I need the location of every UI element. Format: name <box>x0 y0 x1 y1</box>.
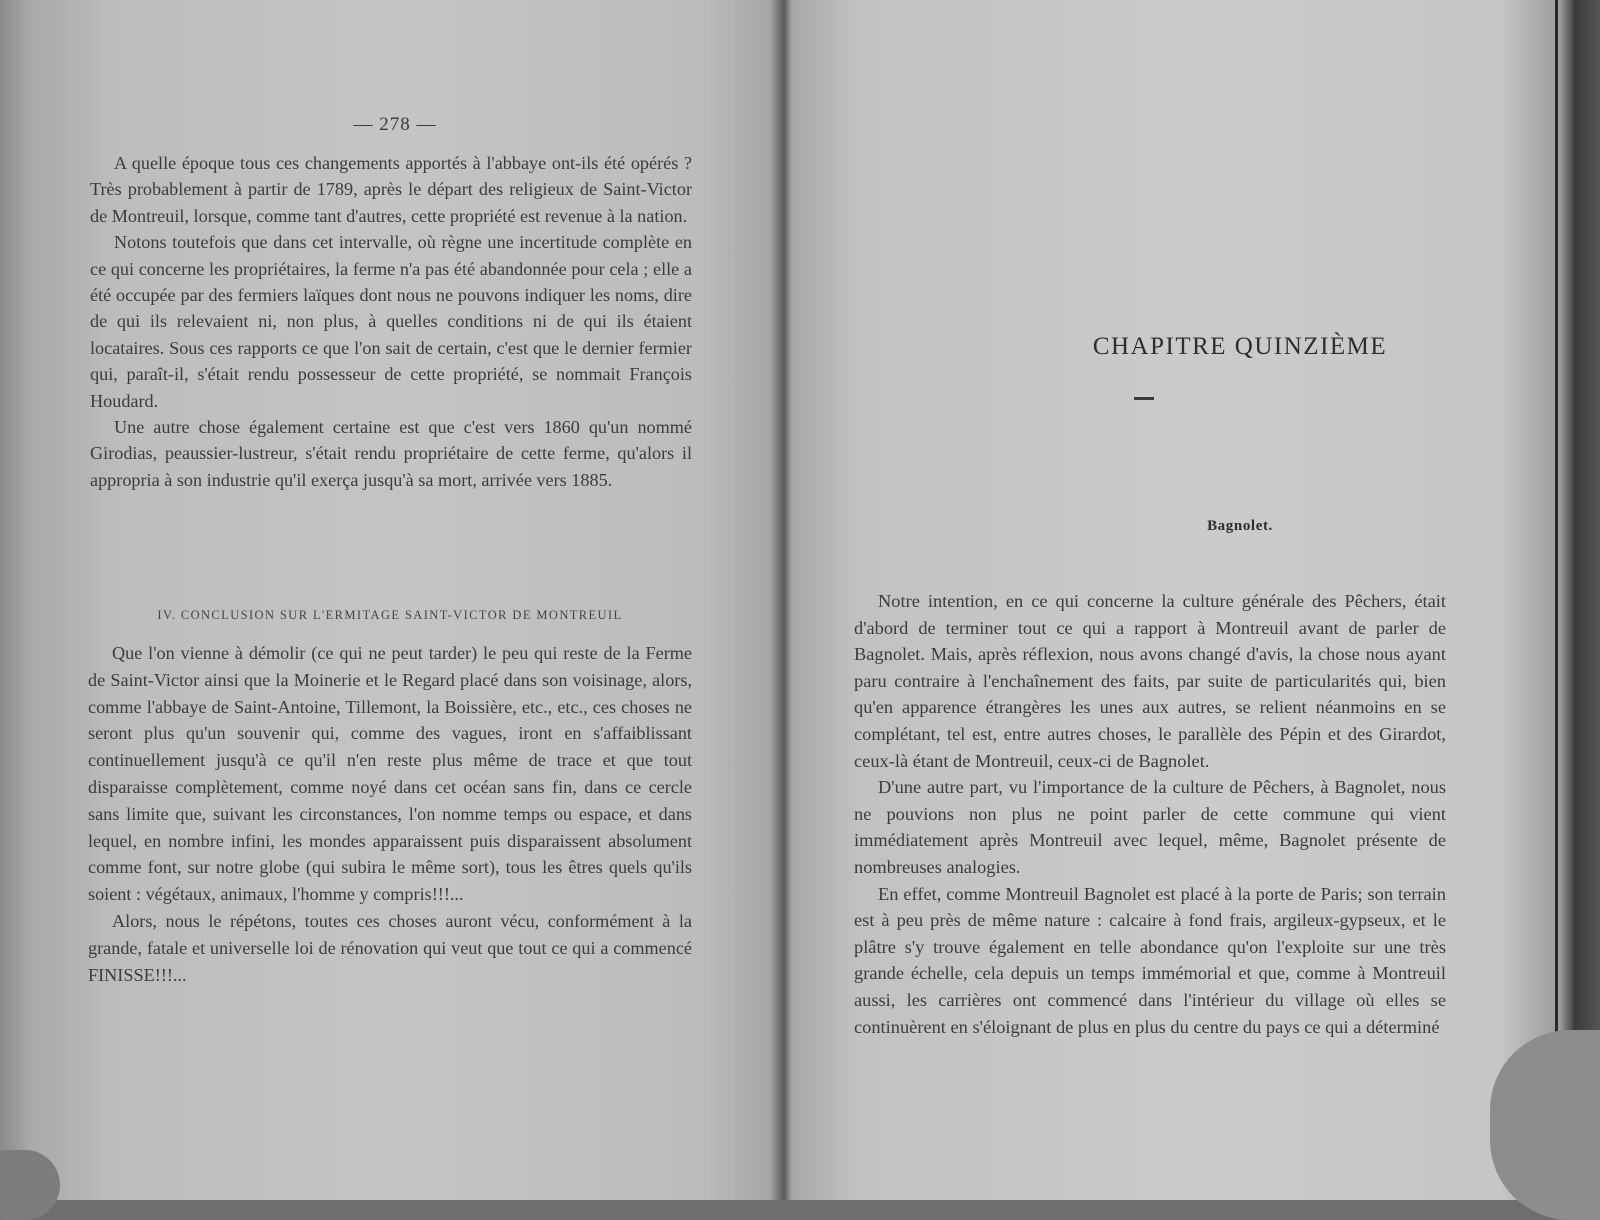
paragraph: Que l'on vienne à démolir (ce qui ne peut tarder) le peu qui reste de la Ferme de Saint-Victor ainsi que la Moinerie et le Regard placé dans son voisinage, alors, comme l'abbaye de Saint-Antoine, Tillemont, la Boissière, etc., etc., ces choses ne seront plus qu'un souvenir qui, comme des vagues, iront en s'affaiblissant continuellement jusqu'à ce qu'il n'en reste plus même de trace et que tout disparaisse complètement, comme noyé dans cet océan sans fin, dans ce cercle sans limite que, suivant les circonstances, l'on nomme temps ou espace, et dans lequel, en nombre infini, les mondes apparaissent puis disparaissent absolument comme font, sur notre globe (qui subira le même sort), tous les êtres quels qu'ils soient : végétaux, animaux, l'homme y compris!!!... <box>88 643 692 905</box>
subject-title: Bagnolet. <box>1207 518 1273 534</box>
paragraph: Alors, nous le répétons, toutes ces choses auront vécu, conformément à la grande, fatale et universelle loi de rénovation qui veut que tout ce qui a commencé FINISSE!!!... <box>88 910 692 985</box>
page-number: — 278 — <box>353 114 437 135</box>
paragraph: A quelle époque tous ces changements apportés à l'abbaye ont-ils été opérés ? Très probablement à partir de 1789, après le départ des religieux de Saint-Victor de Montreuil, lorsque, comme tant d'autres, cette propriété est revenue à la nation. <box>90 153 692 226</box>
paragraph: Notons toutefois que dans cet intervalle, où règne une incertitude complète en ce qui concerne les propriétaires, la ferme n'a pas été abandonnée pour cela ; elle a été occupée par des fermiers laïques dont nous ne pouvons indiquer les noms, dire de qui ils relevaient ni, non plus, à quelles conditions ni de qui ils étaient locataires. Sous ces rapports ce que l'on sait de certain, c'est que le dernier fermier qui, paraît-il, s'était rendu possesseur de cette propriété, se nommait François Houdard. <box>90 232 692 411</box>
page-edge <box>1555 0 1558 1200</box>
right-page <box>790 0 1560 1200</box>
paragraph: Notre intention, en ce qui concerne la culture générale des Pêchers, était d'abord de terminer tout ce qui a rapport à Montreuil avant de parler de Bagnolet. Mais, après réflexion, nous avons changé d'avis, la chose nous ayant paru contraire à l'enchaînement des faits, par suite de particularités qui, bien qu'en apparence étrangères les unes aux autres, se relient néanmoins en se complétant, tel est, entre autres choses, le parallèle des Pépin et des Girardot, ceux-là étant de Montreuil, ceux-ci de Bagnolet. <box>854 591 1446 771</box>
left-text-block-bottom <box>88 640 692 988</box>
section-heading: IV. CONCLUSION SUR L'ERMITAGE SAINT-VICTOR DE MONTREUIL <box>157 608 623 622</box>
right-text-block <box>854 588 1446 1040</box>
paragraph: En effet, comme Montreuil Bagnolet est placé à la porte de Paris; son terrain est à peu près de même nature : calcaire à fond frais, argileux-gypseux, et le plâtre s'y trouve également en telle abondance qu'on l'exploite sur une très grande échelle, cela depuis un temps immémorial et que, comme à Montreuil aussi, les carrières ont commencé dans l'intérieur du village où elles se continuèrent en s'éloignant de plus en plus du centre du pays ce qui a déterminé <box>854 883 1446 1037</box>
chapter-title: CHAPITRE QUINZIÈME <box>1092 333 1388 360</box>
left-page <box>0 0 780 1200</box>
chapter-separator <box>1134 397 1154 400</box>
paragraph: Une autre chose également certaine est que c'est vers 1860 qu'un nommé Girodias, peaussier-lustreur, s'était rendu propriétaire de cette ferme, qu'alors il appropria à son industrie qu'il exerça jusqu'à sa mort, arrivée vers 1885. <box>90 417 692 490</box>
paragraph: D'une autre part, vu l'importance de la culture de Pêchers, à Bagnolet, nous ne pouvions non plus ne point parler de cette commune qui vient immédiatement après Montreuil avec lequel, même, Bagnolet présente de nombreuses analogies. <box>854 777 1446 877</box>
left-text-block-top <box>90 150 692 493</box>
